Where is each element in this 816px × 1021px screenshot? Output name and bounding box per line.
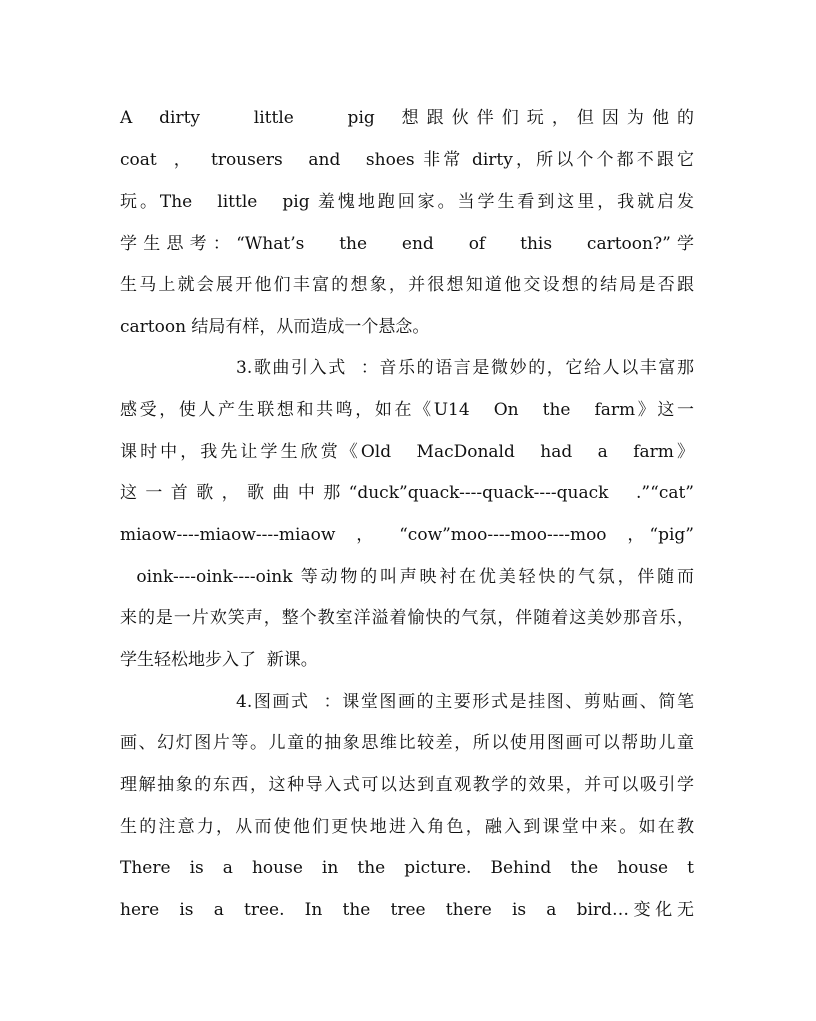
text-line-12: oink----oink----oink 等动物的叫声映衬在优美轻快的气氛，伴随而 (120, 567, 694, 587)
text-line-20: here is a tree. In the tree there is a bird…变化无 (120, 900, 694, 920)
text-line-6: cartoon 结局有样，从而造成一个悬念。 (120, 317, 430, 337)
text-line-10: 这一首歌，歌曲中那“duck”quack----quack----quack .”“cat” (120, 483, 694, 503)
text-line-5: 生马上就会展开他们丰富的想象，并很想知道他交设想的结局是否跟 (120, 275, 694, 295)
section-3-heading-line: 3.歌曲引入式 ：音乐的语言是微妙的，它给人以丰富那 (236, 358, 694, 378)
text-line-17: 理解抽象的东西，这种导入式可以达到直观教学的效果，并可以吸引学 (120, 775, 694, 795)
text-line-19: There is a house in the picture. Behind the house t (120, 858, 694, 878)
text-line-9: 课时中，我先让学生欣赏《Old MacDonald had a farm》 (120, 442, 694, 462)
text-line-14: 学生轻松地步入了 新课。 (120, 650, 318, 670)
text-line-1: A dirty little pig 想跟伙伴们玩，但因为他的 (120, 108, 694, 128)
text-line-11: miaow----miaow----miaow ， “cow”moo----moo----moo ，“pig” (120, 525, 694, 545)
text-line-16: 画、幻灯图片等。儿童的抽象思维比较差，所以使用图画可以帮助儿童 (120, 733, 694, 753)
text-line-3: 玩。The little pig 羞愧地跑回家。当学生看到这里，我就启发 (120, 192, 694, 212)
text-line-18: 生的注意力，从而使他们更快地进入角色，融入到课堂中来。如在教 (120, 817, 694, 837)
section-4-heading-line: 4.图画式 ：课堂图画的主要形式是挂图、剪贴画、简笔 (236, 692, 694, 712)
text-line-13: 来的是一片欢笑声，整个教室洋溢着愉快的气氛，伴随着这美妙那音乐， (120, 608, 694, 628)
text-line-4: 学生思考：“What’s the end of this cartoon?”学 (120, 234, 694, 254)
text-line-8: 感受，使人产生联想和共鸣，如在《U14 On the farm》这一 (120, 400, 694, 420)
text-line-2: coat ， trousers and shoes 非常 dirty，所以个个都不跟它 (120, 150, 694, 170)
